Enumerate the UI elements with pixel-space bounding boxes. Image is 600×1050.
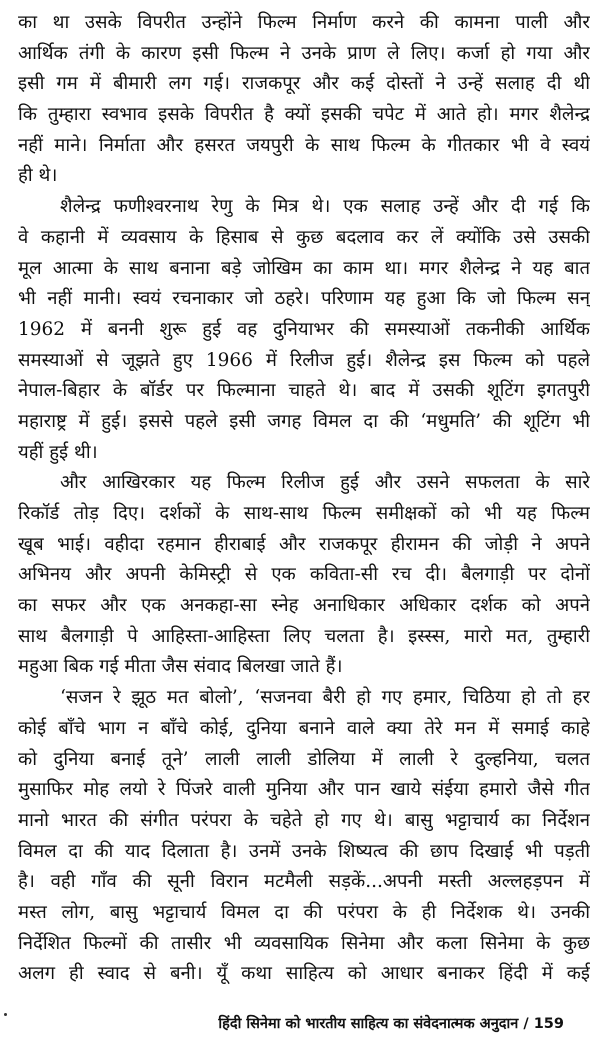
text-line: शैलेन्द्र फणीश्वरनाथ रेणु के मित्र थे। एक सलाह उन्हें और दी गई कि <box>60 196 590 218</box>
text-line: निर्देशित फिल्मों की तासीर भी व्यवसायिक सिनेमा और कला सिनेमा के कुछ <box>18 932 590 954</box>
text-line: मस्त लोग, बासु भट्टाचार्य विमल दा की परंपरा के ही निर्देशक थे। उनकी <box>18 901 590 923</box>
text-line: समस्याओं से जूझते हुए 1966 में रिलीज हुई। शैलेन्द्र इस फिल्म को पहले <box>18 349 590 371</box>
text-line: का सफर और एक अनकहा-सा स्नेह अनाधिकार अधिकार दर्शक को अपने <box>18 595 590 617</box>
text-line: नेपाल-बिहार के बॉर्डर पर फिल्माना चाहते थे। बाद में उसकी शूटिंग इगतपुरी <box>18 380 590 402</box>
running-title: हिंदी सिनेमा को भारतीय साहित्य का संवेदनात्मक अनुदान <box>218 1016 519 1032</box>
text-line: साथ बैलगाड़ी पे आहिस्ता-आहिस्ता लिए चलता है। इस्स्स, मारो मत, तुम्हारी <box>18 625 590 647</box>
page-number: 159 <box>533 1016 564 1032</box>
text-line: है। वही गाँव की सूनी विरान मटमैली सड़कें...अपनी मस्ती अल्लहड़पन में <box>18 871 590 893</box>
text-line: ही थे। <box>18 165 58 187</box>
text-line: विमल दा की याद दिलाता है। उनमें उनके शिष्यत्व की छाप दिखाई भी पड़ती <box>18 840 590 862</box>
text-line: इसी गम में बीमारी लग गई। राजकपूर और कई दोस्तों ने उन्हें सलाह दी थी <box>18 73 590 95</box>
text-line: कि तुम्हारा स्वभाव इसके विपरीत है क्यों इसकी चपेट में आते हो। मगर शैलेन्द्र <box>18 104 590 126</box>
text-line: महुआ बिक गई मीता जैस संवाद बिलखा जाते हैं। <box>18 656 343 678</box>
text-line: वे कहानी में व्यवसाय के हिसाब से कुछ बदलाव कर लें क्योंकि उसे उसकी <box>18 226 590 248</box>
text-line: खूब भाई। वहीदा रहमान हीराबाई और राजकपूर हीरामन की जोड़ी ने अपने <box>18 533 590 555</box>
footer-separator: / <box>523 1016 529 1032</box>
text-line: 1962 में बननी शुरू हुई वह दुनियाभर की समस्याओं तकनीकी आर्थिक <box>18 318 590 340</box>
page-footer <box>218 1013 564 1033</box>
text-line: मुसाफिर मोह लयो रे पिंजरे वाली मुनिया और पान खाये संईया हमारो जैसे गीत <box>18 779 590 801</box>
text-line: कोई बाँचे भाग न बाँचे कोई, दुनिया बनाने वाले क्या तेरे मन में समाई काहे <box>18 717 590 739</box>
text-line: आर्थिक तंगी के कारण इसी फिल्म ने उनके प्राण ले लिए। कर्जा हो गया और <box>18 42 590 64</box>
text-line: को दुनिया बनाई तूने’ लाली लाली डोलिया में लाली रे दुल्हनिया, चलत <box>18 748 590 770</box>
text-line: रिकॉर्ड तोड़ दिए। दर्शकों के साथ-साथ फिल्म समीक्षकों को भी यह फिल्म <box>18 503 590 524</box>
text-line: का था उसके विपरीत उन्होंने फिल्म निर्माण करने की कामना पाली और <box>18 12 590 33</box>
body-text <box>18 8 590 990</box>
speck-mark <box>4 1013 7 1016</box>
text-line: मानो भारत की संगीत परंपरा के चहेते हो गए थे। बासु भट्टाचार्य का निर्देशन <box>18 809 590 831</box>
text-line: भी नहीं मानी। स्वयं रचनाकार जो ठहरे। परिणाम यह हुआ कि जो फिल्म सन् <box>18 288 590 310</box>
text-line: अभिनय और अपनी केमिस्ट्री से एक कविता-सी रच दी। बैलगाड़ी पर दोनों <box>18 564 590 586</box>
text-line: ‘सजन रे झूठ मत बोलो’, ‘सजनवा बैरी हो गए हमार, चिठिया हो तो हर <box>60 687 590 709</box>
text-line: मूल आत्मा के साथ बनाना बड़े जोखिम का काम था। मगर शैलेन्द्र ने यह बात <box>18 257 590 279</box>
text-line: महाराष्ट्र में हुई। इससे पहले इसी जगह विमल दा की ‘मधुमति’ की शूटिंग भी <box>18 410 590 432</box>
text-line: यहीं हुई थी। <box>18 441 98 463</box>
text-line: अलग ही स्वाद से बनी। यूँ कथा साहित्य को आधार बनाकर हिंदी में कई <box>18 963 590 985</box>
text-line: और आखिरकार यह फिल्म रिलीज हुई और उसने सफलता के सारे <box>60 472 590 494</box>
text-line: नहीं माने। निर्माता और हसरत जयपुरी के साथ फिल्म के गीतकार भी वे स्वयं <box>18 134 590 156</box>
